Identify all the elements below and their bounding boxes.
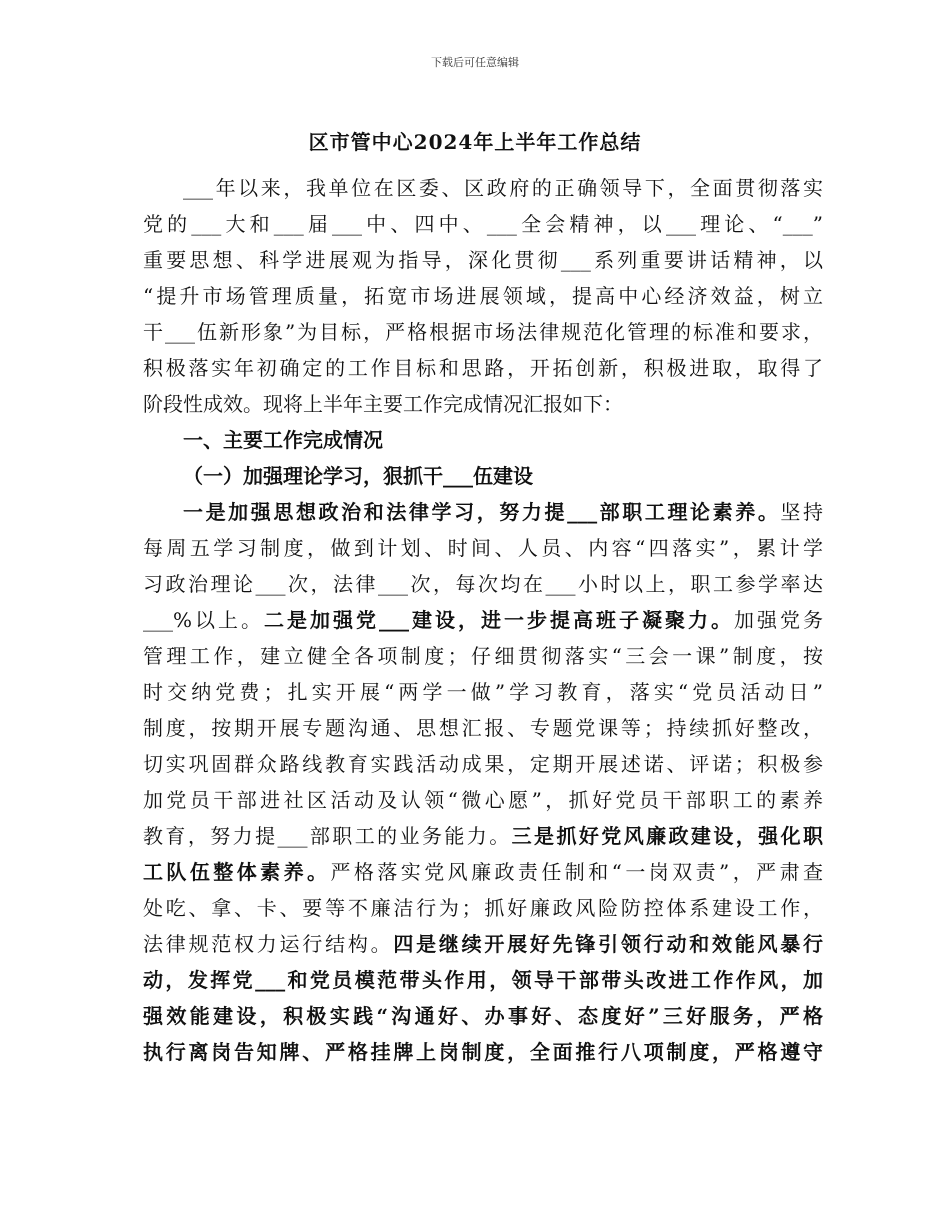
intro-line: 阶段性成效。现将上半年主要工作完成情况汇报如下： [143, 392, 623, 416]
text-run: 教育，努力提___部职工的业务能力。 [143, 824, 512, 848]
section-heading: 一、主要工作完成情况 [183, 428, 383, 452]
paragraph-line: 时交纳党费；扎实开展“两学一做”学习教育，落实“党员活动日” [143, 680, 823, 704]
bold-run: 一是加强思想政治和法律学习，努力提___部职工理论素养。 [183, 500, 781, 524]
paragraph-line: 加党员干部进社区活动及认领“微心愿”，抓好党员干部职工的素养 [143, 788, 823, 812]
intro-line: “提升市场管理质量，拓宽市场进展领域，提高中心经济效益，树立 [143, 284, 823, 308]
text-run: 加强党务 [734, 608, 824, 632]
paragraph-line: 强效能建设，积极实践“沟通好、办事好、态度好”三好服务，严格 [143, 1004, 823, 1028]
intro-line: 干___伍新形象”为目标，严格根据市场法律规范化管理的标准和要求， [143, 320, 823, 344]
bold-run: 工队伍整体素养。 [143, 860, 331, 884]
text-run: 法律规范权力运行结构。 [143, 932, 394, 956]
paragraph-line [143, 854, 823, 890]
header-note: 下载后可任意编辑 [431, 56, 519, 69]
paragraph-line [143, 494, 823, 530]
document-title: 区市管中心2024年上半年工作总结 [308, 130, 642, 154]
paragraph-line: 每周五学习制度，做到计划、时间、人员、内容“四落实”，累计学 [143, 536, 823, 560]
bold-run: 二是加强党___建设，进一步提高班子凝聚力。 [264, 608, 735, 632]
paragraph-line: 执行离岗告知牌、严格挂牌上岗制度，全面推行八项制度，严格遵守 [143, 1040, 823, 1064]
paragraph-line: 管理工作，建立健全各项制度；仔细贯彻落实“三会一课”制度，按 [143, 644, 823, 668]
intro-line: 重要思想、科学进展观为指导，深化贯彻___系列重要讲话精神，以 [143, 248, 823, 272]
text-run: ___%以上。 [143, 608, 265, 632]
paragraph-line: 习政治理论___次，法律___次，每次均在___小时以上，职工参学率达 [143, 572, 823, 596]
paragraph-line: 制度，按期开展专题沟通、思想汇报、专题党课等；持续抓好整改， [143, 716, 823, 740]
intro-line: ___年以来，我单位在区委、区政府的正确领导下，全面贯彻落实 [183, 176, 823, 200]
document-body [143, 170, 823, 1070]
paragraph-line: 处吃、拿、卡、要等不廉洁行为；抓好廉政风险防控体系建设工作， [143, 896, 823, 920]
paragraph-line: 动，发挥党___和党员模范带头作用，领导干部带头改进工作作风，加 [143, 968, 823, 992]
paragraph-line [143, 602, 823, 638]
paragraph-line [143, 818, 823, 854]
bold-run: 三是抓好党风廉政建设，强化职 [511, 824, 824, 848]
text-run: 坚持 [780, 500, 824, 524]
bold-run: 四是继续开展好先锋引领行动和效能风暴行 [393, 932, 824, 956]
paragraph-line: 切实巩固群众路线教育实践活动成果，定期开展述诺、评诺；积极参 [143, 752, 823, 776]
intro-line: 党的___大和___届___中、四中、___全会精神，以___理论、“___” [143, 212, 823, 236]
intro-paragraph [143, 170, 823, 422]
paragraph-line [143, 926, 823, 962]
subsection-heading: （一）加强理论学习，狠抓干___伍建设 [183, 464, 533, 488]
body-paragraph [143, 494, 823, 1070]
text-run: 严格落实党风廉政责任制和“一岗双责”，严肃查 [330, 860, 824, 884]
intro-line: 积极落实年初确定的工作目标和思路，开拓创新，积极进取，取得了 [143, 356, 823, 380]
